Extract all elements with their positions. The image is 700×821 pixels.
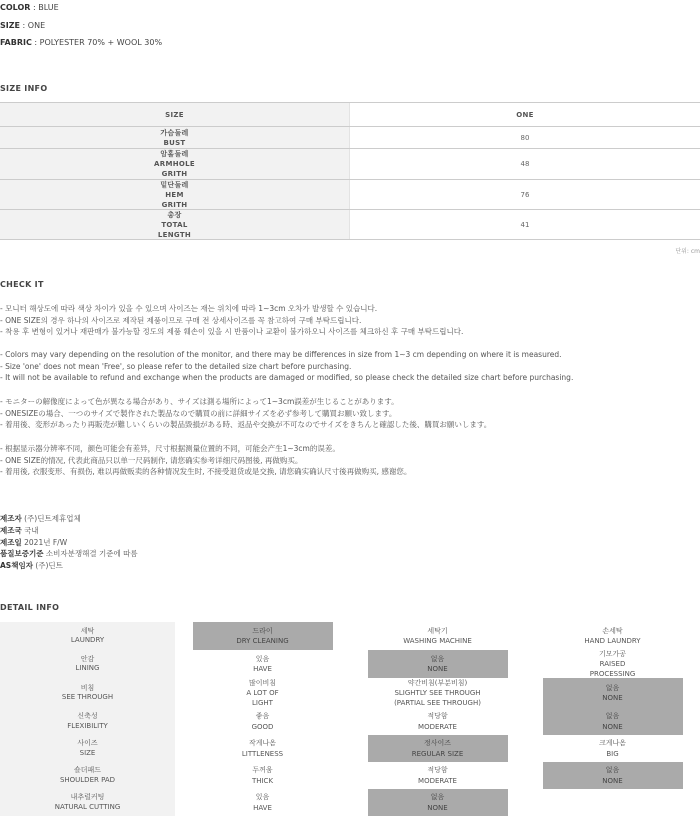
detail-option-cell (175, 789, 350, 816)
detail-option-cell (175, 650, 350, 678)
detail-label-en: FLEXIBILITY (67, 721, 108, 730)
detail-option-selected (543, 678, 683, 708)
unit-note: 단위: cm (675, 248, 700, 255)
detail-option-cell (350, 622, 525, 650)
detail-option-text: NONE (602, 694, 623, 702)
size-table-row (0, 210, 700, 240)
mfr-line (0, 537, 138, 549)
detail-option-cell (350, 789, 525, 816)
detail-label-en: SHOULDER PAD (59, 775, 116, 784)
detail-option-cell (350, 762, 525, 789)
mfr-line (0, 560, 138, 572)
detail-option-text: HAND LAUNDRY (584, 637, 641, 645)
check-it-title: CHECK IT (0, 280, 44, 289)
one-header-cell: ONE (516, 110, 534, 119)
detail-option-cell (525, 650, 700, 678)
note-line: - ONE SIZE的情况, 代表此商品只以单一尺码制作, 请您确实参考详细尺码图後, 再做购买。 (0, 455, 303, 465)
size-value: 80 (520, 133, 530, 142)
mfr-label: AS책임자 (0, 561, 33, 571)
note-line: - ONESIZEの場合、一つのサイズで製作された製品なので購買の前に詳細サイズを必ず参考して購買お願い致します。 (0, 408, 397, 418)
detail-option (368, 709, 508, 734)
detail-label-kr: 신축성 (77, 712, 98, 720)
detail-option-cell (175, 622, 350, 650)
spec-size (0, 21, 45, 30)
spec-value: : ONE (20, 21, 46, 30)
note-line: - 着用後、変形があったり再販売が難しいくらいの製品毀損がある時、返品や交換が不可なのでサイズをきちんと確認した後、購買お願いします。 (0, 420, 492, 430)
measure-en: GRITH (161, 200, 188, 209)
detail-label (0, 735, 175, 762)
detail-option (193, 709, 333, 734)
detail-option-text: 손세탁 (602, 626, 623, 635)
measure-kr: 암홀둘레 (160, 150, 189, 158)
detail-label-en: LINING (75, 664, 100, 672)
detail-option-text: NONE (427, 665, 448, 673)
detail-option-text: GOOD (251, 722, 274, 731)
detail-row (0, 735, 700, 762)
note-line: - 根据显示器分辨率不同，颜色可能会有差异，尺寸根据测量位置的不同，可能会产生1~3cm的误差。 (0, 444, 340, 453)
detail-option-cell (175, 762, 350, 789)
spec-fabric (0, 38, 162, 47)
spec-value: : BLUE (30, 3, 59, 12)
mfr-line (0, 548, 138, 560)
detail-option-text: 없음 (430, 654, 445, 663)
detail-label-kr: 세탁 (80, 626, 95, 635)
detail-option (193, 763, 333, 788)
detail-row (0, 650, 700, 678)
detail-option (193, 652, 333, 677)
notes-english (0, 349, 573, 384)
measure-en: LENGTH (157, 230, 192, 239)
note-line: - モニターの解像度によって色が異なる場合があり、サイズは測る場所によって1~3cm誤差が生じることがあります。 (0, 397, 399, 406)
detail-option-text: 있음 (255, 793, 270, 802)
size-measure-label (0, 180, 350, 209)
detail-option-text: MODERATE (418, 776, 457, 785)
detail-label-kr: 내추럴커팅 (70, 793, 105, 801)
detail-option-cell (350, 735, 525, 762)
detail-label (0, 678, 175, 708)
detail-row (0, 678, 700, 708)
detail-option (543, 801, 683, 805)
detail-option-text: NONE (602, 722, 623, 731)
detail-label (0, 789, 175, 816)
detail-option-text: 없음 (430, 793, 445, 802)
detail-option-text: HAVE (253, 665, 272, 673)
size-table-row (0, 180, 700, 210)
detail-option-cell (525, 735, 700, 762)
detail-option (543, 736, 683, 761)
detail-label (0, 708, 175, 735)
detail-option-selected (543, 762, 683, 789)
size-info-title: SIZE INFO (0, 84, 48, 93)
detail-label (0, 650, 175, 678)
detail-option-text: 세탁기 (427, 626, 448, 635)
detail-label-kr: 숄더패드 (73, 766, 102, 774)
detail-option-text: 드라이 (252, 626, 273, 635)
measure-en: ARMHOLE (154, 160, 195, 168)
mfr-label: 제조일 (0, 537, 22, 547)
detail-option-text: 정사이즈 (423, 739, 452, 748)
detail-option (368, 676, 508, 711)
detail-option-cell (350, 708, 525, 735)
detail-option-text: THICK (251, 776, 274, 785)
spec-label: COLOR (0, 3, 31, 12)
detail-table (0, 622, 700, 816)
mfr-value: (주)딘트제휴업체 (21, 514, 81, 523)
detail-row (0, 708, 700, 735)
detail-option (193, 736, 333, 761)
spec-label: FABRIC (0, 38, 32, 47)
size-measure-label (0, 127, 350, 148)
detail-option-text: NONE (602, 776, 623, 785)
detail-option-text: PROCESSING (589, 670, 636, 679)
detail-option-text: 적당함 (427, 712, 448, 721)
detail-label (0, 622, 175, 650)
detail-option-cell (350, 678, 525, 708)
size-table (0, 102, 700, 240)
detail-option (193, 676, 333, 711)
note-line: - ONE SIZE의 경우 하나의 사이즈로 제작된 제품이므로 구매 전 상세사이즈를 꼭 참고하여 구매 부탁드립니다. (0, 315, 362, 325)
detail-option (193, 790, 333, 815)
detail-option-cell (175, 678, 350, 708)
manufacturer-info (0, 513, 138, 572)
measure-kr: 밑단둘레 (160, 180, 189, 189)
detail-option-text: 적당함 (427, 766, 448, 775)
spec-color (0, 3, 59, 12)
measure-kr: 총장 (167, 210, 182, 219)
detail-option-cell (525, 762, 700, 789)
detail-option-text: SLIGHTLY SEE THROUGH (394, 688, 481, 697)
detail-option-text: MODERATE (418, 722, 457, 731)
detail-option-selected (368, 650, 508, 678)
detail-option-text: 두꺼움 (252, 766, 273, 775)
measure-kr: 가슴둘레 (160, 128, 189, 137)
detail-option (543, 647, 683, 682)
detail-label-en: NATURAL CUTTING (54, 802, 121, 811)
mfr-value: 소비자분쟁해결 기준에 따름 (43, 549, 138, 559)
measure-en: GRITH (161, 170, 188, 178)
size-table-row (0, 127, 700, 149)
detail-option-text: A LOT OF (246, 688, 279, 697)
mfr-value: 국내 (21, 525, 39, 535)
detail-option-cell (525, 789, 700, 816)
mfr-value: (주)딘트 (32, 561, 63, 571)
detail-option-selected (368, 735, 508, 762)
detail-label-kr: 안감 (80, 654, 95, 663)
note-line: - 착용 후 변형이 있거나 재판매가 불가능할 정도의 제품 훼손이 있을 시 반품이나 교환이 불가하오니 사이즈를 체크하신 후 구매 부탁드립니다. (0, 327, 464, 337)
measure-en: HEM (165, 190, 184, 199)
detail-option-selected (368, 789, 508, 816)
detail-option-text: RAISED (599, 659, 626, 668)
size-value: 76 (520, 190, 530, 199)
detail-label (0, 762, 175, 789)
mfr-line (0, 513, 138, 525)
measure-en: TOTAL (161, 220, 188, 229)
detail-label-kr: 비침 (80, 683, 95, 692)
detail-option-text: 작게나옴 (248, 739, 277, 748)
detail-option-text: WASHING MACHINE (403, 637, 472, 645)
size-table-row (0, 149, 700, 180)
mfr-label: 제조국 (0, 525, 22, 535)
detail-label-en: LAUNDRY (70, 636, 105, 644)
detail-option-text: 약간비침(부분비침) (407, 678, 468, 687)
detail-option-text: LITTLENESS (241, 749, 284, 758)
size-value: 41 (520, 220, 530, 229)
detail-option-text: BIG (606, 749, 619, 758)
detail-option-selected (543, 708, 683, 735)
note-line: - It will not be available to refund and exchange when the products are damaged or modified, so please check the detailed size chart before purchasing. (0, 373, 574, 383)
size-value: 48 (520, 160, 530, 168)
mfr-label: 제조자 (0, 514, 22, 523)
detail-row (0, 789, 700, 816)
detail-label-en: SEE THROUGH (61, 693, 114, 701)
spec-label: SIZE (0, 21, 21, 30)
detail-option-cell (525, 678, 700, 708)
detail-option-text: 없음 (605, 683, 620, 692)
note-line: - 모니터 해상도에 따라 색상 차이가 있을 수 있으며 사이즈는 재는 위치에 따라 1~3cm 오차가 발생할 수 있습니다. (0, 304, 378, 313)
detail-option-text: 좋음 (255, 712, 270, 721)
mfr-line (0, 525, 138, 537)
spec-value: : POLYESTER 70% + WOOL 30% (31, 38, 163, 47)
mfr-label: 품질보증기준 (0, 549, 44, 559)
detail-option-selected (193, 622, 333, 650)
measure-en: BUST (163, 138, 186, 147)
detail-option-text: 없음 (605, 766, 620, 775)
size-measure-label (0, 149, 350, 179)
size-measure-label (0, 210, 350, 239)
detail-option (368, 763, 508, 788)
detail-option-text: NONE (427, 803, 448, 812)
detail-option-text: (PARTIAL SEE THROUGH) (394, 699, 481, 708)
size-header-cell: SIZE (0, 103, 350, 126)
detail-option-cell (525, 708, 700, 735)
notes-japanese (0, 396, 491, 431)
detail-option-text: LIGHT (252, 699, 273, 708)
detail-option-text: 있음 (255, 654, 270, 663)
detail-option-text: 기모가공 (598, 649, 627, 658)
detail-option-cell (350, 650, 525, 678)
detail-label-en: SIZE (79, 748, 96, 757)
detail-option-cell (175, 708, 350, 735)
mfr-value: 2021년 F/W (21, 537, 68, 547)
detail-row (0, 762, 700, 789)
detail-option (368, 624, 508, 649)
note-line: - Size 'one' does not mean 'Free', so please refer to the detailed size chart before purchasing. (0, 361, 352, 371)
notes-korean (0, 303, 463, 338)
detail-option-text: 많이비침 (248, 678, 277, 687)
note-line: - Colors may vary depending on the resolution of the monitor, and there may be differences in size from 1~3 cm depending on where it is measured. (0, 350, 562, 359)
detail-label-kr: 사이즈 (77, 739, 98, 747)
detail-option (543, 624, 683, 649)
detail-option-text: HAVE (253, 803, 272, 812)
detail-info-title: DETAIL INFO (0, 603, 60, 612)
detail-option-text: 크게나옴 (598, 739, 627, 748)
detail-option-text: DRY CLEANING (236, 637, 289, 645)
detail-option-text: 없음 (605, 712, 620, 721)
notes-chinese (0, 443, 411, 478)
detail-option-text: REGULAR SIZE (411, 749, 464, 758)
size-table-header (0, 103, 700, 127)
note-line: - 着用後, 衣服变形、有损伤, 难以再做贩卖的各种情况发生时, 不接受退货或是交换, 请您确实确认尺寸後再做购买, 感谢您。 (0, 467, 412, 477)
detail-option-cell (175, 735, 350, 762)
